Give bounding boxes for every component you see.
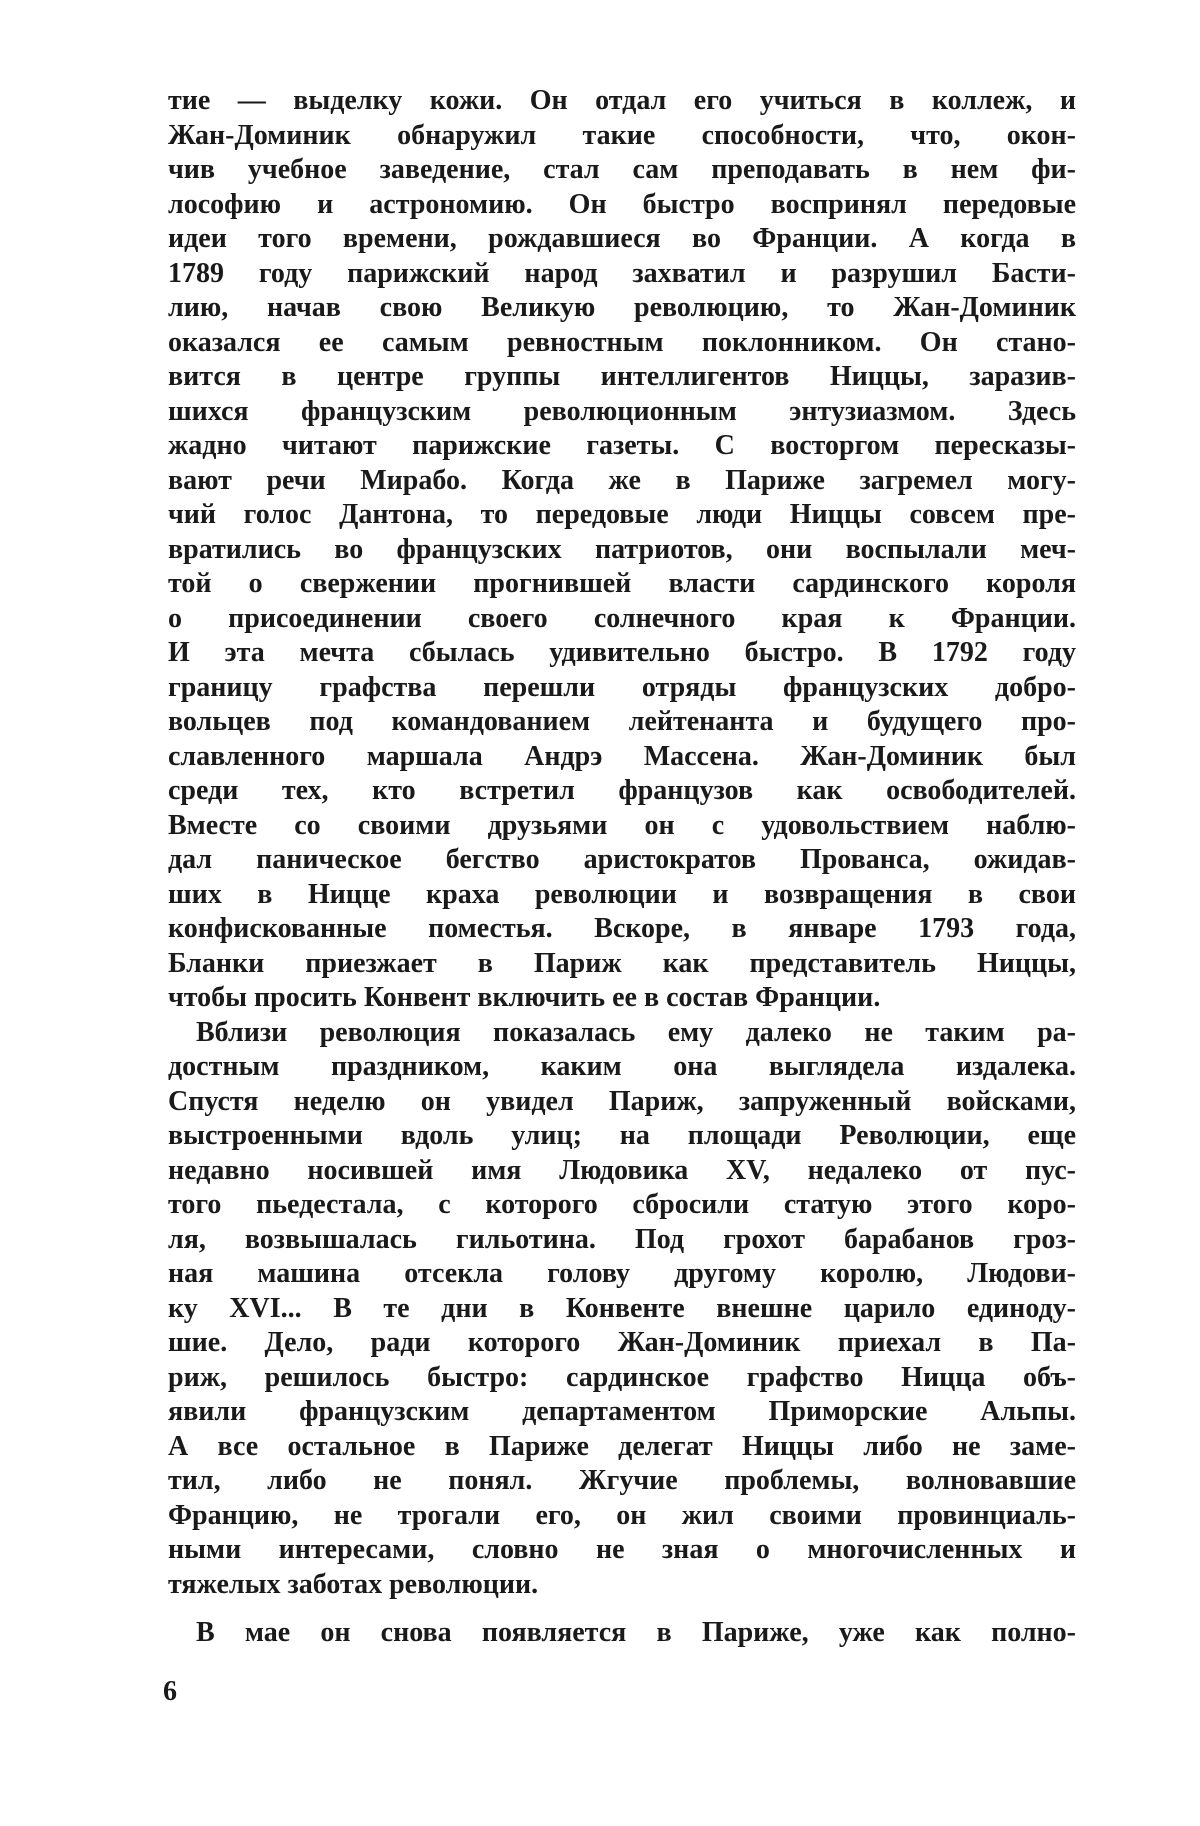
text-line: достным праздником, каким она выглядела издалека.	[168, 1051, 1076, 1082]
text-line: вают речи Мирабо. Когда же в Париже загремел могу-	[168, 464, 1076, 496]
text-line: дал паническое бегство аристократов Прованса, ожидав-	[168, 844, 1076, 875]
text-line: ку XVI... В те дни в Конвенте внешне царило единоду-	[168, 1292, 1076, 1324]
text-line: идеи того времени, рождавшиеся во Франции. А когда в	[168, 223, 1076, 254]
text-line: чив учебное заведение, стал сам преподавать в нем фи-	[168, 154, 1076, 185]
text-line: жадно читают парижские газеты. С восторгом пересказы-	[168, 430, 1076, 461]
text-line: среди тех, кто встретил французов как освободителей.	[168, 775, 1076, 806]
body-text	[168, 84, 1076, 1651]
text-line: шихся французским революционным энтузиазмом. Здесь	[168, 395, 1076, 427]
text-line: ная машина отсекла голову другому королю, Людови-	[168, 1258, 1076, 1289]
text-line: лию, начав свою Великую революцию, то Жан-Доминик	[168, 292, 1076, 323]
text-line: чтобы просить Конвент включить ее в состав Франции.	[168, 982, 881, 1013]
text-line: славленного маршала Андрэ Массена. Жан-Доминик был	[168, 740, 1076, 772]
text-line: вится в центре группы интеллигентов Ниццы, заразив-	[168, 361, 1076, 392]
text-line: того пьедестала, с которого сбросили статую этого коро-	[168, 1189, 1076, 1220]
text-line: явили французским департаментом Приморские Альпы.	[168, 1396, 1076, 1427]
text-line: вратились во французских патриотов, они воспылали меч-	[168, 533, 1076, 565]
text-line: тие — выделку кожи. Он отдал его учиться в коллеж, и	[168, 85, 1076, 116]
text-line: тяжелых заботах революции.	[168, 1568, 539, 1600]
text-line: выстроенными вдоль улиц; на площади Революции, еще	[168, 1120, 1076, 1151]
text-line: о присоединении своего солнечного края к Франции.	[168, 602, 1076, 634]
text-line: вольцев под командованием лейтенанта и будущего про-	[168, 706, 1076, 737]
text-line: Бланки приезжает в Париж как представитель Ниццы,	[168, 947, 1076, 979]
page-number: 6	[163, 1676, 177, 1707]
text-line: ших в Ницце краха революции и возвращения в свои	[168, 878, 1076, 910]
text-line: границу графства перешли отряды французских добро-	[168, 671, 1076, 703]
text-line: И эта мечта сбылась удивительно быстро. В 1792 году	[168, 637, 1076, 668]
text-line: чий голос Дантона, то передовые люди Ниццы совсем пре-	[168, 499, 1076, 530]
text-line: риж, решилось быстро: сардинское графство Ницца объ-	[168, 1361, 1076, 1393]
text-line: недавно носившей имя Людовика XV, недалеко от пус-	[168, 1154, 1076, 1186]
text-line: ными интересами, словно не зная о многочисленных и	[168, 1534, 1076, 1565]
text-line: тил, либо не понял. Жгучие проблемы, волновавшие	[168, 1465, 1076, 1496]
text-line: оказался ее самым ревностным поклонником. Он стано-	[168, 326, 1076, 358]
paragraph	[168, 1616, 1076, 1651]
text-line: Вблизи революция показалась ему далеко не таким ра-	[196, 1016, 1076, 1048]
text-line: шие. Дело, ради которого Жан-Доминик приехал в Па-	[168, 1327, 1076, 1358]
text-line: Францию, не трогали его, он жил своими провинциаль-	[168, 1499, 1076, 1531]
text-line: Вместе со своими друзьями он с удовольствием наблю-	[168, 809, 1076, 841]
text-line: лософию и астрономию. Он быстро воспринял передовые	[168, 188, 1076, 220]
text-line: конфискованные поместья. Вскоре, в январе 1793 года,	[168, 913, 1076, 944]
text-line: той о свержении прогнившей власти сардинского короля	[168, 568, 1076, 599]
text-line: А все остальное в Париже делегат Ниццы либо не заме-	[168, 1430, 1076, 1462]
text-line: ля, возвышалась гильотина. Под грохот барабанов гроз-	[168, 1223, 1076, 1255]
text-line: Жан-Доминик обнаружил такие способности, что, окон-	[168, 119, 1076, 151]
paragraph	[168, 84, 1076, 1016]
text-line: В мае он снова появляется в Париже, уже как полно-	[196, 1617, 1076, 1648]
text-line: Спустя неделю он увидел Париж, запруженный войсками,	[168, 1085, 1076, 1117]
text-line: 1789 году парижский народ захватил и разрушил Басти-	[168, 257, 1076, 289]
paragraph	[168, 1016, 1076, 1603]
